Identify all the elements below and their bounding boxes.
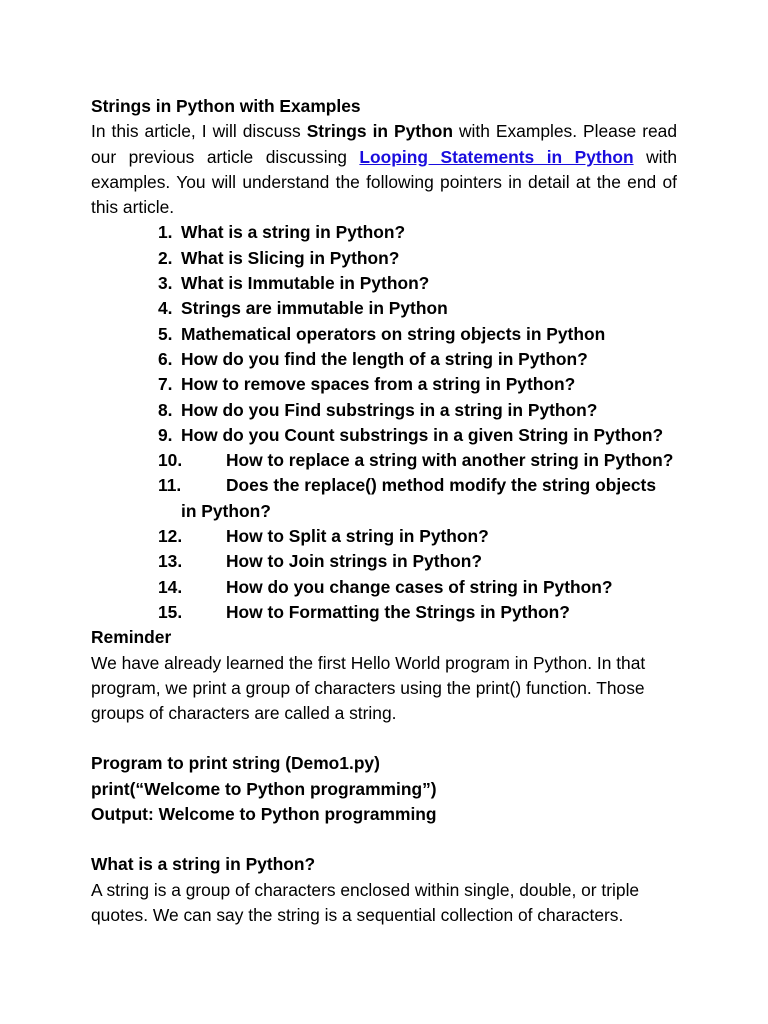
intro-text-1: In this article, I will discuss: [91, 121, 307, 142]
list-item-text: How to remove spaces from a string in Python?: [181, 374, 576, 395]
list-item: [91, 347, 677, 372]
list-item-number: 15.: [158, 601, 183, 622]
list-item-text: What is Immutable in Python?: [181, 273, 430, 294]
list-item: [91, 296, 677, 321]
article-title: Strings in Python with Examples: [91, 96, 361, 116]
list-item: [91, 372, 677, 397]
reminder-paragraph: We have already learned the first Hello World program in Python. In that program, we print a group of characters using the print() function. Those groups of characters are called a string.: [91, 652, 646, 724]
reminder-heading: Reminder: [91, 627, 172, 648]
list-item-number: 14.: [158, 576, 183, 597]
list-item-text: How do you Count substrings in a given String in Python?: [181, 424, 664, 445]
list-item: [91, 524, 677, 549]
program-code: print(“Welcome to Python programming”): [91, 778, 437, 799]
list-item: [91, 220, 677, 245]
list-item-text: How do you find the length of a string in Python?: [181, 348, 588, 369]
list-item: [91, 398, 677, 423]
list-item-text: How to Split a string in Python?: [226, 526, 489, 547]
list-item-number: 9.: [158, 424, 173, 445]
intro-paragraph: [91, 119, 677, 220]
list-item-number: 4.: [158, 298, 173, 319]
list-item-text: Strings are immutable in Python: [181, 298, 448, 319]
list-item: [91, 322, 677, 347]
list-item-number: 6.: [158, 348, 173, 369]
intro-bold: Strings in Python: [306, 121, 453, 142]
list-item-text: How do you Find substrings in a string in Python?: [181, 399, 598, 420]
list-item-text: How to Join strings in Python?: [226, 551, 483, 572]
list-item-text: How do you change cases of string in Python?: [226, 576, 613, 597]
list-item-text: How to replace a string with another string in Python?: [226, 450, 674, 471]
list-item: [91, 448, 677, 473]
intro-text-2: with Examples. Please read our previous article discussing: [91, 121, 678, 167]
document-page: [91, 94, 677, 928]
list-item: [91, 473, 677, 524]
section-heading: What is a string in Python?: [91, 854, 316, 875]
list-item: [91, 549, 677, 574]
list-item-number: 12.: [158, 526, 183, 547]
spacer: [91, 827, 677, 852]
intro-text-3: with examples. You will understand the following pointers in detail at the end of this article.: [91, 146, 677, 218]
list-item-number: 1.: [158, 222, 173, 243]
list-item: [91, 246, 677, 271]
program-heading: Program to print string (Demo1.py): [91, 753, 380, 774]
list-item-text: What is Slicing in Python?: [181, 247, 400, 268]
looping-statements-link[interactable]: Looping Statements in Python: [359, 146, 634, 167]
list-item-text: Mathematical operators on string objects in Python: [181, 323, 606, 344]
list-item: [91, 600, 677, 625]
list-item-number: 7.: [158, 374, 173, 395]
list-item-number: 2.: [158, 247, 173, 268]
program-output: Output: Welcome to Python programming: [91, 804, 437, 825]
list-item-number: 8.: [158, 399, 173, 420]
list-item-number: 10.: [158, 450, 183, 471]
list-item: [91, 271, 677, 296]
list-item-number: 3.: [158, 273, 173, 294]
list-item: [91, 575, 677, 600]
list-item-text: How to Formatting the Strings in Python?: [226, 601, 570, 622]
list-item-number: 11.: [158, 475, 182, 496]
list-item-text: Does the replace() method modify the string objects: [226, 475, 657, 496]
spacer: [91, 726, 677, 751]
list-item-continuation: in Python?: [181, 500, 271, 521]
pointers-list: [91, 220, 677, 625]
list-item-number: 5.: [158, 323, 173, 344]
list-item: [91, 423, 677, 448]
section-paragraph: A string is a group of characters enclosed within single, double, or triple quotes. We can say the string is a sequential collection of characters.: [91, 879, 640, 925]
list-item-number: 13.: [158, 551, 183, 572]
list-item-text: What is a string in Python?: [181, 222, 406, 243]
